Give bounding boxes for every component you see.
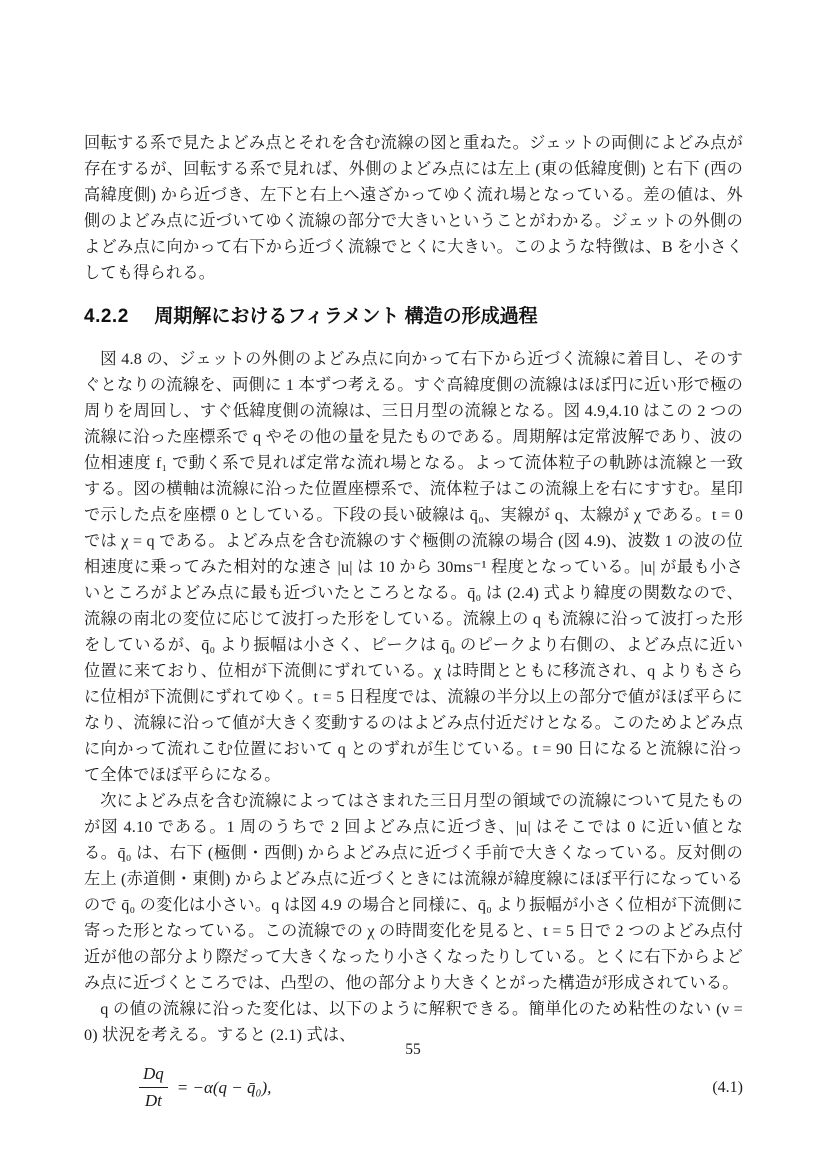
equation-fraction bbox=[139, 1064, 168, 1111]
paragraph-3: 次によどみ点を含む流線によってはさまれた三日月型の領域での流線について見たものが図 4.10 である。1 周のうちで 2 回よどみ点に近づき、|u| はそこでは 0 に近い値となる。q̄₀ は、右下 (極側・西側) からよどみ点に近づく手前で大きくなっている。反対側の左上 (赤道側・東側) からよどみ点に近づくときには流線が緯度線にほぼ平行になっているので q̄₀ の変化は小さい。q は図 4.9 の場合と同様に、q̄₀ より振幅が小さく位相が下流側に寄った形となっている。この流線での χ の時間変化を見ると、t = 5 日で 2 つのよどみ点付近が他の部分より際だって大きくなったり小さくなったりしている。とくに右下からよどみ点に近づくところでは、凸型の、他の部分より大きくとがった構造が形成されている。 bbox=[84, 792, 743, 992]
fraction-numerator: Dq bbox=[139, 1064, 168, 1088]
paragraph-continuation: 回転する系で見たよどみ点とそれを含む流線の図と重ねた。ジェットの両側によどみ点が存在するが、回転する系で見れば、外側のよどみ点には左上 (東の低緯度側) と右下 (西の高緯度側) から近づき、左下と右上へ遠ざかってゆく流れ場となっている。差の値は、外側のよどみ点に近づいてゆく流線の部分で大きいということがわかる。ジェットの外側のよどみ点に向かって右下から近づく流線でとくに大きい。このような特徴は、B を小さくしても得られる。 bbox=[84, 134, 743, 282]
section-heading bbox=[84, 303, 743, 331]
paragraph-4: q の値の流線に沿った変化は、以下のように解釈できる。簡単化のため粘性のない (ν = 0) 状況を考える。すると (2.1) 式は、 bbox=[84, 1000, 743, 1044]
equation-4-1 bbox=[139, 1064, 743, 1111]
section-number: 4.2.2 bbox=[84, 306, 129, 327]
paragraph-2: 図 4.8 の、ジェットの外側のよどみ点に向かって右下から近づく流線に着目し、そのすぐとなりの流線を、両側に 1 本ずつ考える。すぐ高緯度側の流線はほぼ円に近い形で極の周りを周回し、すぐ低緯度側の流線は、三日月型の流線となる。図 4.9,4.10 はこの 2 つの流線に沿った座標系で q やその他の量を見たものである。周期解は定常波解であり、波の位相速度 f₁ で動く系で見れば定常な流れ場となる。よって流体粒子の軌跡は流線と一致する。図の横軸は流線に沿った位置座標系で、流体粒子はこの流線上を右にすすむ。星印で示した点を座標 0 としている。下段の長い破線は q̄₀、実線が q、太線が χ である。t = 0 では χ = q である。よどみ点を含む流線のすぐ極側の流線の場合 (図 4.9)、波数 1 の波の位相速度に乗ってみた相対的な速さ |u| は 10 から 30ms⁻¹ 程度となっている。|u| が最も小さいところがよどみ点に最も近づいたところとなる。q̄₀ は (2.4) 式より緯度の関数なので、流線の南北の変位に応じて波打った形をしている。流線上の q も流線に沿って波打った形をしているが、q̄₀ より振幅は小さく、ピークは q̄₀ のピークより右側の、よどみ点に近い位置に来ており、位相が下流側にずれている。χ は時間とともに移流され、q よりもさらに位相が下流側にずれてゆく。t = 5 日程度では、流線の半分以上の部分で値がほぼ平らになり、流線に沿って値が大きく変動するのはよどみ点付近だけとなる。このためよどみ点に向かって流れこむ位置において q とのずれが生じている。t = 90 日になると流線に沿って全体でほぼ平らになる。 bbox=[84, 350, 743, 784]
section-title: 周期解におけるフィラメント 構造の形成過程 bbox=[154, 306, 538, 327]
equation-number: (4.1) bbox=[712, 1078, 743, 1096]
page-number: 55 bbox=[405, 1041, 421, 1058]
equation-rhs: = −α(q − q̄₀), bbox=[176, 1077, 272, 1097]
text-column bbox=[84, 130, 743, 1111]
equation-body bbox=[139, 1064, 271, 1111]
fraction-denominator: Dt bbox=[144, 1091, 162, 1110]
